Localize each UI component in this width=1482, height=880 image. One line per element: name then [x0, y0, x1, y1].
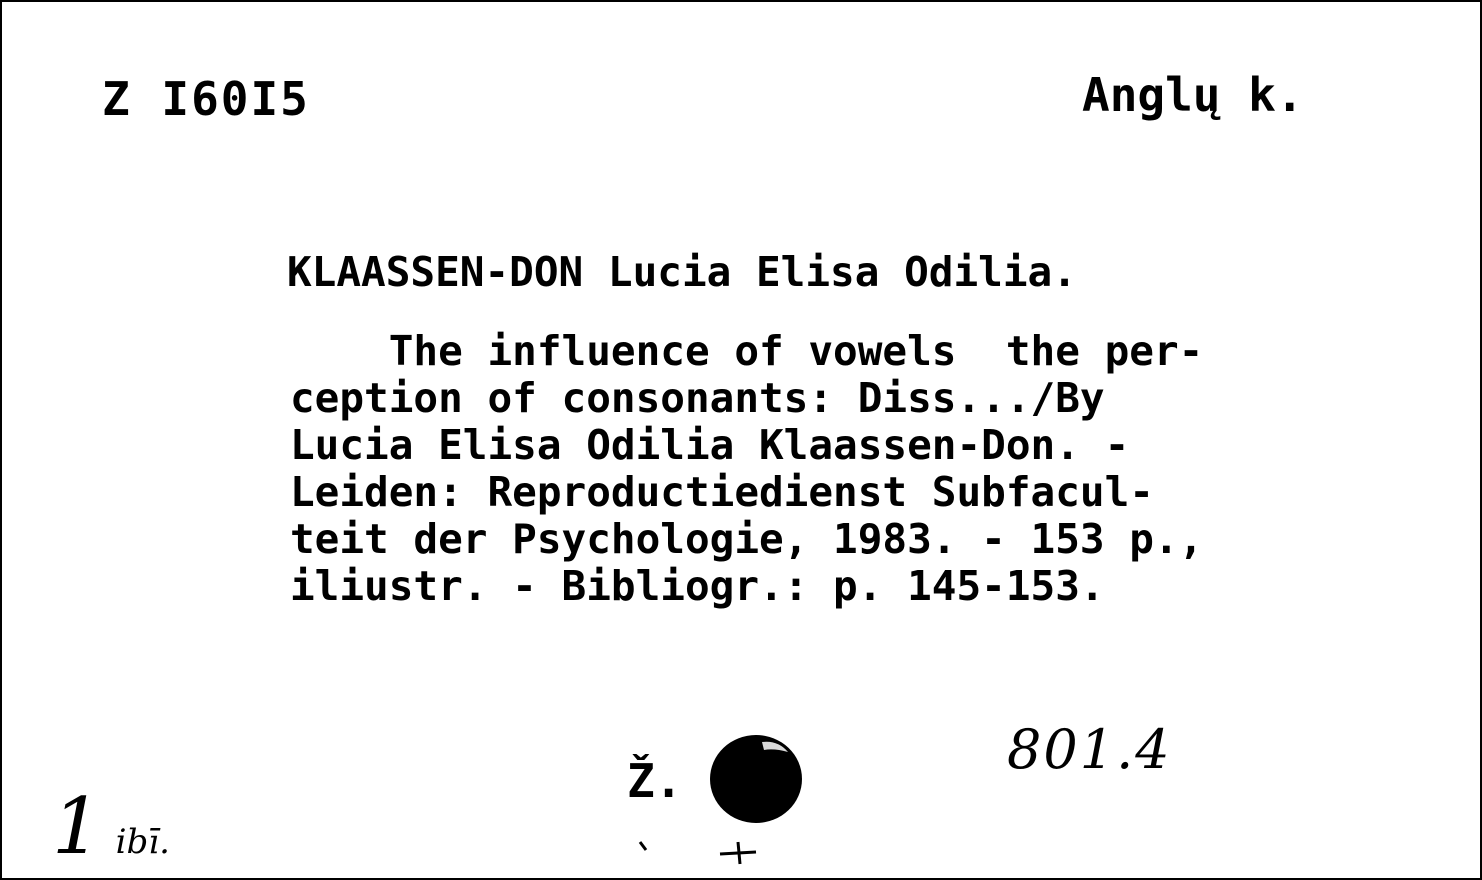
copy-note: ibī. — [115, 822, 170, 862]
author-heading: KLAASSEN-DON Lucia Elisa Odilia. — [287, 248, 1077, 296]
ink-dot-stamp — [708, 732, 804, 824]
description-line: Lucia Elisa Odilia Klaassen-Don. - — [290, 421, 1130, 469]
handwritten-copy-note — [52, 782, 170, 872]
description-line: teit der Psychologie, 1983. - 153 p., — [290, 515, 1204, 563]
copy-count: 1 — [52, 782, 102, 872]
handwritten-shelf-mark: 801.4 — [1007, 718, 1172, 781]
description-line: ception of consonants: Diss.../By — [290, 374, 1105, 422]
description-line: The influence of vowels the per- — [290, 327, 1204, 375]
description-line: Leiden: Reproductiedienst Subfacul- — [290, 468, 1154, 516]
pen-cross-mark — [716, 836, 760, 866]
location-mark: Ž. — [627, 754, 683, 808]
description-line: iliustr. - Bibliogr.: p. 145-153. — [290, 562, 1105, 610]
bibliographic-description — [290, 328, 1203, 610]
call-number: Z I60I5 — [102, 72, 310, 126]
pen-tick-mark — [638, 840, 698, 870]
language-label: Anglų k. — [1082, 68, 1304, 122]
